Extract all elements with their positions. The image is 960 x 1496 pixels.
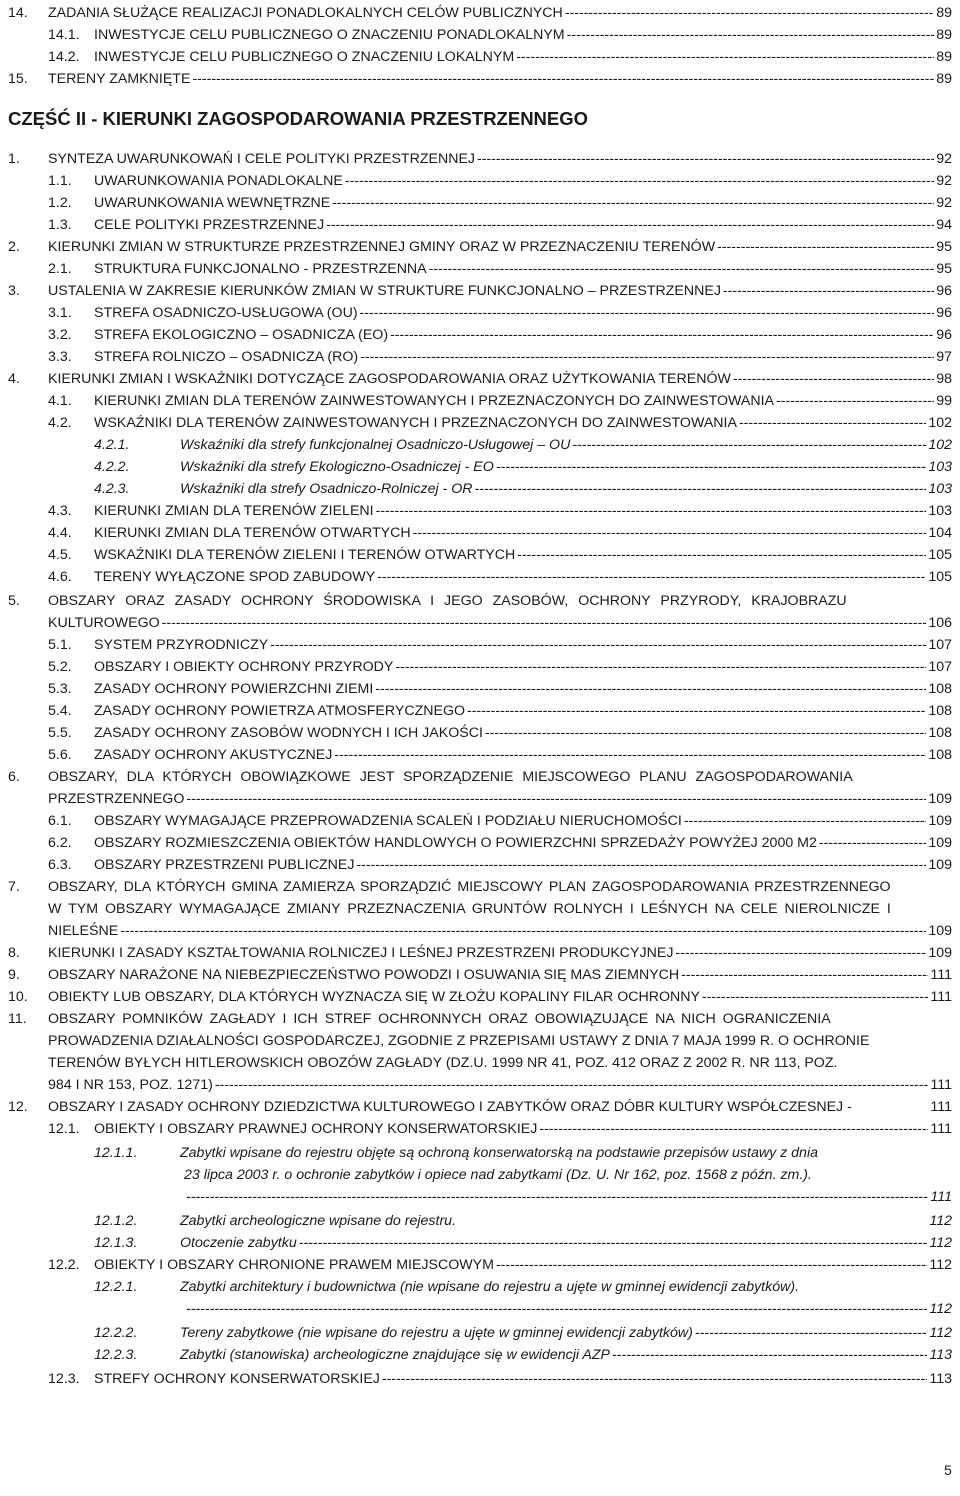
toc-entry-page: 109 [928,945,952,961]
toc-entry[interactable] [0,1274,960,1296]
toc-entry-number: 3.1. [48,305,72,321]
toc-entry-number: 8. [8,945,20,961]
toc-entry[interactable] [0,676,960,698]
toc-entry-title: Wskaźniki dla strefy Ekologiczno-Osadniczej - EO [180,459,494,475]
toc-entry-title-line: OBSZARY, DLA KTÓRYCH GMINA ZAMIERZA SPORZĄDZIĆ MIEJSCOWY PLAN ZAGOSPODAROWANIA PRZESTRZENNEGO [48,879,891,895]
toc-entry-title: OBIEKTY I OBSZARY PRAWNEJ OCHRONY KONSERWATORSKIEJ [94,1121,538,1137]
toc-entry-number: 5.5. [48,725,72,741]
toc-entry[interactable] [0,410,960,432]
toc-entry-title-line: 23 lipca 2003 r. o ochronie zabytków i opiece nad zabytkami (Dz. U. Nr 162, poz. 1568 z późn. zm.). [184,1167,812,1183]
toc-entry-page: 89 [936,5,952,21]
toc-entry-title: INWESTYCJE CELU PUBLICZNEGO O ZNACZENIU PONADLOKALNYM [94,27,565,43]
toc-entry-page: 94 [936,217,952,233]
dot-leader [413,525,927,542]
page-number: 5 [944,1462,952,1478]
dot-leader [702,989,928,1006]
toc-entry-number: 10. [8,989,28,1005]
toc-entry-page: 98 [936,371,952,387]
toc-entry[interactable] [0,1140,960,1162]
toc-entry-number: 2.1. [48,261,72,277]
toc-entry[interactable] [0,498,960,520]
toc-entry-page: 96 [936,305,952,321]
toc-entry[interactable] [0,366,960,388]
toc-entry-title-line: TERENÓW BYŁYCH HITLEROWSKICH OBOZÓW ZAGŁADY (DZ.U. 1999 NR 41, POZ. 412 ORAZ Z 2002 R. NR 113, POZ. [48,1055,838,1071]
toc-entry-title: Zabytki (stanowiska) archeologiczne znajdujące się w ewidencji AZP [180,1347,611,1363]
dot-leader [270,637,926,654]
toc-entry-title: KIERUNKI ZMIAN W STRUKTURZE PRZESTRZENNEJ GMINY ORAZ W PRZEZNACZENIU TERENÓW [48,239,716,255]
dot-leader [375,681,926,698]
toc-entry-number: 12.2.3. [94,1347,138,1363]
dot-leader [733,371,934,388]
toc-entry[interactable] [0,1116,960,1138]
toc-entry-number: 14.2. [48,49,80,65]
toc-entry[interactable] [0,1230,960,1252]
toc-entry-page: 111 [930,989,952,1005]
toc-entry-page: 89 [936,71,952,87]
dot-leader [739,415,926,432]
dot-leader [539,1121,928,1138]
dot-leader [382,1371,927,1388]
toc-entry-title: Otoczenie zabytku [180,1235,297,1251]
toc-entry-page: 107 [928,659,952,675]
toc-entry[interactable] [0,588,960,610]
toc-entry-number: 4. [8,371,20,387]
dot-leader [612,1347,927,1364]
toc-entry-continuation[interactable] [0,1296,960,1318]
toc-entry-number: 12.2. [48,1257,80,1273]
toc-entry-number: 5.3. [48,681,72,697]
toc-entry-continuation[interactable] [0,1184,960,1206]
toc-entry-title: 984 I NR 153, POZ. 1271) [48,1077,213,1093]
dot-leader [186,791,926,808]
toc-entry-title: Zabytki archeologiczne wpisane do rejestru. [180,1213,457,1229]
part-heading: CZĘŚĆ II - KIERUNKI ZAGOSPODAROWANIA PRZESTRZENNEGO [8,108,589,129]
toc-entry-number: 12.2.2. [94,1325,138,1341]
toc-entry[interactable] [0,22,960,44]
toc-entry-page: 109 [928,813,952,829]
toc-entry-title: SYSTEM PRZYRODNICZY [94,637,269,653]
toc-entry[interactable] [0,564,960,586]
toc-entry-title: STREFA OSADNICZO-USŁUGOWA (OU) [94,305,358,321]
toc-entry-number: 4.3. [48,503,72,519]
toc-entry-page: 109 [928,835,952,851]
toc-entry-title: ZASADY OCHRONY AKUSTYCZNEJ [94,747,333,763]
toc-entry-number: 5. [8,593,20,609]
toc-entry-title: UWARUNKOWANIA WEWNĘTRZNE [94,195,331,211]
dot-leader [517,547,926,564]
toc-entry[interactable] [0,984,960,1006]
toc-entry[interactable] [0,322,960,344]
toc-entry-title: WSKAŹNIKI DLA TERENÓW ZAINWESTOWANYCH I PRZEZNACZONYCH DO ZAINWESTOWANIA [94,415,737,431]
toc-entry-title: OBSZARY I OBIEKTY OCHRONY PRZYRODY [94,659,394,675]
toc-entry-title: STRUKTURA FUNKCJONALNO - PRZESTRZENNA [94,261,427,277]
dot-leader [567,27,935,44]
dot-leader [360,349,934,366]
toc-entry[interactable] [0,808,960,830]
toc-entry-page: 111 [930,1121,952,1137]
dot-leader [695,1325,928,1342]
toc-entry-number: 1.2. [48,195,72,211]
dot-leader [395,659,926,676]
dot-leader [477,151,934,168]
toc-entry-number: 4.5. [48,547,72,563]
toc-entry-number: 11. [8,1011,27,1027]
dot-leader [675,945,926,962]
toc-entry[interactable] [0,278,960,300]
toc-entry-title: ZADANIA SŁUŻĄCE REALIZACJI PONADLOKALNYCH CELÓW PUBLICZNYCH [48,5,563,21]
dot-leader [717,239,934,256]
toc-entry-number: 14.1. [48,27,80,43]
toc-entry[interactable] [0,0,960,22]
dot-leader [162,615,927,632]
toc-entry[interactable] [0,234,960,256]
toc-entry-continuation[interactable] [0,610,960,632]
dot-leader [186,1189,928,1206]
toc-entry-title: Wskaźniki dla strefy funkcjonalnej Osadniczo-Usługowej – OU [180,437,571,453]
toc-entry[interactable] [0,698,960,720]
dot-leader [360,305,935,322]
dot-leader [299,1235,928,1252]
toc-entry-title: WSKAŹNIKI DLA TERENÓW ZIELENI I TERENÓW OTWARTYCH [94,547,516,563]
toc-entry-title: OBIEKTY I OBSZARY CHRONIONE PRAWEM MIEJSCOWYM [94,1257,494,1273]
toc-entry-page: 95 [936,239,952,255]
toc-entry-title-line: Zabytki architektury i budownictwa (nie wpisane do rejestru a ujęte w gminnej ewidencji zabytków). [180,1279,800,1295]
toc-entry[interactable] [0,300,960,322]
toc-entry[interactable] [0,852,960,874]
toc-entry-title: KIERUNKI I ZASADY KSZTAŁTOWANIA ROLNICZEJ I LEŚNEJ PRZESTRZENI PRODUKCYJNEJ [48,945,674,961]
toc-entry-page: 112 [929,1235,952,1251]
toc-entry[interactable] [0,476,960,498]
toc-entry-page: 107 [928,637,952,653]
toc-entry-title: Tereny zabytkowe (nie wpisane do rejestru a ujęte w gminnej ewidencji zabytków) [180,1325,693,1341]
toc-entry-number: 3. [8,283,20,299]
dot-leader [120,923,926,940]
toc-entry-continuation [0,1050,960,1072]
toc-entry[interactable] [0,388,960,410]
toc-entry-number: 6.1. [48,813,72,829]
toc-entry-page: 92 [936,195,952,211]
toc-entry-page: 104 [928,525,952,541]
toc-entry-number: 5.4. [48,703,72,719]
toc-entry-title: KIERUNKI ZMIAN I WSKAŹNIKI DOTYCZĄCE ZAGOSPODAROWANIA ORAZ UŻYTKOWANIA TERENÓW [48,371,731,387]
toc-entry-number: 5.2. [48,659,72,675]
toc-entry-page: 103 [928,459,952,475]
toc-entry-title-line: Zabytki wpisane do rejestru objęte są ochroną konserwatorską na podstawie przepisów ustawy z dnia [180,1145,818,1161]
toc-entry-page: 109 [928,923,952,939]
toc-entry[interactable] [0,742,960,764]
toc-entry-number: 12. [8,1099,28,1115]
dot-leader [215,1077,929,1094]
toc-entry-title: UWARUNKOWANIA PONADLOKALNE [94,173,343,189]
toc-entry-title: PRZESTRZENNEGO [48,791,185,807]
toc-entry-page: 112 [929,1301,952,1317]
toc-entry-number: 12.1.3. [94,1235,138,1251]
toc-entry-title: KIERUNKI ZMIAN DLA TERENÓW ZAINWESTOWANYCH I PRZEZNACZONYCH DO ZAINWESTOWANIA [94,393,774,409]
toc-entry-page: 103 [928,481,952,497]
toc-entry-title: OBSZARY I ZASADY OCHRONY DZIEDZICTWA KULTUROWEGO I ZABYTKÓW ORAZ DÓBR KULTURY WSPÓŁCZESNEJ - [48,1099,852,1115]
toc-entry-title: NIELEŚNE [48,923,119,939]
toc-entry-number: 4.2.1. [94,437,130,453]
dot-leader [565,5,934,22]
dot-leader [186,1301,927,1318]
toc-entry-page: 92 [936,151,952,167]
toc-entry-continuation[interactable] [0,1072,960,1094]
dot-leader [467,703,926,720]
dot-leader [684,813,927,830]
toc-entry-continuation[interactable] [0,918,960,940]
toc-entry-title: OBSZARY PRZESTRZENI PUBLICZNEJ [94,857,355,873]
toc-entry-number: 15. [8,71,28,87]
toc-entry[interactable] [0,146,960,168]
toc-entry-page: 102 [928,437,952,453]
toc-entry-number: 12.3. [48,1371,80,1387]
toc-entry-page: 106 [928,615,952,631]
toc-entry-number: 9. [8,967,20,983]
toc-entry-title: OBIEKTY LUB OBSZARY, DLA KTÓRYCH WYZNACZA SIĘ W ZŁOŻU KOPALINY FILAR OCHRONNY [48,989,700,1005]
toc-entry[interactable] [0,190,960,212]
toc-entry-title: Wskaźniki dla strefy Osadniczo-Rolniczej - OR [180,481,473,497]
toc-entry-number: 1.3. [48,217,72,233]
toc-entry-page: 96 [936,327,952,343]
dot-leader [516,49,934,66]
toc-entry-title-line: W TYM OBSZARY WYMAGAJĄCE ZMIANY PRZEZNACZENIA GRUNTÓW ROLNYCH I LEŚNYCH NA CELE NIEROLNICZE I [48,901,891,917]
toc-entry-title-line: PROWADZENIA DZIAŁALNOŚCI GOSPODARCZEJ, ZGODNIE Z PRZEPISAMI USTAWY Z DNIA 7 MAJA 1999 R. O OCHRONIE [48,1033,870,1049]
toc-entry-page: 99 [936,393,952,409]
dot-leader [496,459,927,476]
toc-entry-number: 4.4. [48,525,72,541]
toc-entry[interactable] [0,1366,960,1388]
toc-entry-number: 4.2. [48,415,72,431]
toc-entry[interactable] [0,432,960,454]
toc-entry-continuation [0,896,960,918]
toc-entry-page: 111 [930,1077,952,1093]
toc-entry-title-line: OBSZARY POMNIKÓW ZAGŁADY I ICH STREF OCHRONNYCH ORAZ OBOWIĄZUJĄCE NA NICH OGRANICZENIA [48,1011,831,1027]
toc-entry-page: 102 [928,415,952,431]
toc-entry-page: 108 [928,725,952,741]
dot-leader [819,835,926,852]
toc-entry-number: 1.1. [48,173,72,189]
toc-entry[interactable] [0,1252,960,1274]
toc-entry[interactable] [0,1342,960,1364]
toc-entry-title: CELE POLITYKI PRZESTRZENNEJ [94,217,325,233]
toc-entry-number: 6.2. [48,835,72,851]
toc-entry-title-line: OBSZARY, DLA KTÓRYCH OBOWIĄZKOWE JEST SPORZĄDZENIE MIEJSCOWEGO PLANU ZAGOSPODAROWANIA [48,769,853,785]
toc-entry-page: 112 [929,1213,952,1229]
toc-entry-page: 113 [929,1347,952,1363]
toc-entry-title: OBSZARY ROZMIESZCZENIA OBIEKTÓW HANDLOWYCH O POWIERZCHNI SPRZEDAŻY POWYŻEJ 2000 M2 [94,835,817,851]
toc-entry[interactable] [0,168,960,190]
toc-entry-page: 89 [936,49,952,65]
toc-entry-number: 7. [8,879,20,895]
toc-entry-page: 105 [928,569,952,585]
dot-leader [776,393,934,410]
toc-entry-number: 4.1. [48,393,72,409]
toc-entry-page: 109 [928,857,952,873]
toc-entry-page: 111 [930,1099,952,1115]
toc-entry[interactable] [0,632,960,654]
toc-entry[interactable] [0,1208,960,1230]
toc-entry-continuation [0,1162,960,1184]
toc-entry-title-line: OBSZARY ORAZ ZASADY OCHRONY ŚRODOWISKA I JEGO ZASOBÓW, OCHRONY PRZYRODY, KRAJOBRAZU [48,593,847,609]
dot-leader [572,437,926,454]
toc-entry[interactable] [0,454,960,476]
toc-entry-title: OBSZARY NARAŻONE NA NIEBEZPIECZEŃSTWO POWODZI I OSUWANIA SIĘ MAS ZIEMNYCH [48,967,680,983]
dot-leader [356,857,926,874]
toc-entry-page: 109 [928,791,952,807]
toc-entry[interactable] [0,940,960,962]
toc-entry-number: 3.3. [48,349,72,365]
toc-entry-page: 112 [929,1325,952,1341]
toc-entry-title: TERENY WYŁĄCZONE SPOD ZABUDOWY [94,569,376,585]
toc-entry[interactable] [0,1006,960,1028]
toc-entry-page: 92 [936,173,952,189]
toc-entry[interactable] [0,874,960,896]
toc-entry-page: 97 [936,349,952,365]
dot-leader [390,327,934,344]
dot-leader [326,217,934,234]
toc-entry-title: KIERUNKI ZMIAN DLA TERENÓW ZIELENI [94,503,374,519]
toc-entry-title: TERENY ZAMKNIĘTE [48,71,191,87]
toc-entry[interactable] [0,212,960,234]
toc-entry-title: KIERUNKI ZMIAN DLA TERENÓW OTWARTYCH [94,525,411,541]
toc-entry-title: KULTUROWEGO [48,615,160,631]
toc-entry-number: 4.2.2. [94,459,130,475]
toc-entry-page: 96 [936,283,952,299]
toc-entry[interactable] [0,542,960,564]
dot-leader [345,173,934,190]
toc-entry-title: INWESTYCJE CELU PUBLICZNEGO O ZNACZENIU LOKALNYM [94,49,515,65]
toc-entry-number: 4.6. [48,569,72,585]
dot-leader [429,261,935,278]
toc-entry-number: 12.1.2. [94,1213,138,1229]
toc-entry-page: 111 [930,967,952,983]
toc-entry-number: 3.2. [48,327,72,343]
toc-entry-page: 112 [929,1257,952,1273]
dot-leader [376,503,927,520]
dot-leader [485,725,926,742]
toc-entry-title: SYNTEZA UWARUNKOWAŃ I CELE POLITYKI PRZESTRZENNEJ [48,151,475,167]
toc-entry-number: 1. [8,151,20,167]
toc-entry-page: 113 [929,1371,952,1387]
dot-leader [192,71,934,88]
toc-entry-number: 5.6. [48,747,72,763]
toc-entry[interactable] [0,44,960,66]
toc-entry-title: STREFA ROLNICZO – OSADNICZA (RO) [94,349,359,365]
toc-entry[interactable] [0,962,960,984]
toc-entry-title: STREFY OCHRONY KONSERWATORSKIEJ [94,1371,380,1387]
toc-entry-page: 95 [936,261,952,277]
toc-entry-number: 12.2.1. [94,1279,138,1295]
dot-leader [377,569,926,586]
toc-entry[interactable] [0,1094,960,1116]
toc-entry-title: ZASADY OCHRONY POWIETRZA ATMOSFERYCZNEGO [94,703,466,719]
toc-entry-number: 5.1. [48,637,72,653]
dot-leader [496,1257,927,1274]
toc-entry[interactable] [0,344,960,366]
toc-entry[interactable] [0,256,960,278]
toc-entry-title: ZASADY OCHRONY ZASOBÓW WODNYCH I ICH JAKOŚCI [94,725,483,741]
toc-entry-page: 108 [928,703,952,719]
toc-entry[interactable] [0,830,960,852]
toc-entry-page: 105 [928,547,952,563]
toc-entry-number: 6. [8,769,20,785]
toc-entry-number: 12.1.1. [94,1145,138,1161]
toc-entry-title: STREFA EKOLOGICZNO – OSADNICZA (EO) [94,327,389,343]
dot-leader [332,195,934,212]
toc-entry-page: 108 [928,681,952,697]
toc-entry-number: 4.2.3. [94,481,130,497]
toc-entry[interactable] [0,764,960,786]
toc-entry[interactable] [0,66,960,88]
toc-entry-page: 111 [930,1189,952,1205]
toc-entry-number: 6.3. [48,857,72,873]
toc-entry-continuation [0,1028,960,1050]
toc-entry-title: USTALENIA W ZAKRESIE KIERUNKÓW ZMIAN W STRUKTURE FUNKCJONALNO – PRZESTRZENNEJ [48,283,721,299]
toc-entry[interactable] [0,520,960,542]
toc-entry-number: 12.1. [48,1121,80,1137]
toc-entry-continuation[interactable] [0,786,960,808]
toc-entry-title: OBSZARY WYMAGAJĄCE PRZEPROWADZENIA SCALEŃ I PODZIAŁU NIERUCHOMOŚCI [94,813,682,829]
dot-leader [723,283,934,300]
toc-entry[interactable] [0,720,960,742]
dot-leader [681,967,928,984]
dot-leader [334,747,926,764]
dot-leader [475,481,927,498]
toc-entry-page: 108 [928,747,952,763]
toc-entry-number: 14. [8,5,28,21]
toc-entry[interactable] [0,1320,960,1342]
toc-entry-page: 103 [928,503,952,519]
toc-entry[interactable] [0,654,960,676]
toc-entry-number: 2. [8,239,20,255]
toc-entry-title: ZASADY OCHRONY POWIERZCHNI ZIEMI [94,681,374,697]
toc-entry-page: 89 [936,27,952,43]
